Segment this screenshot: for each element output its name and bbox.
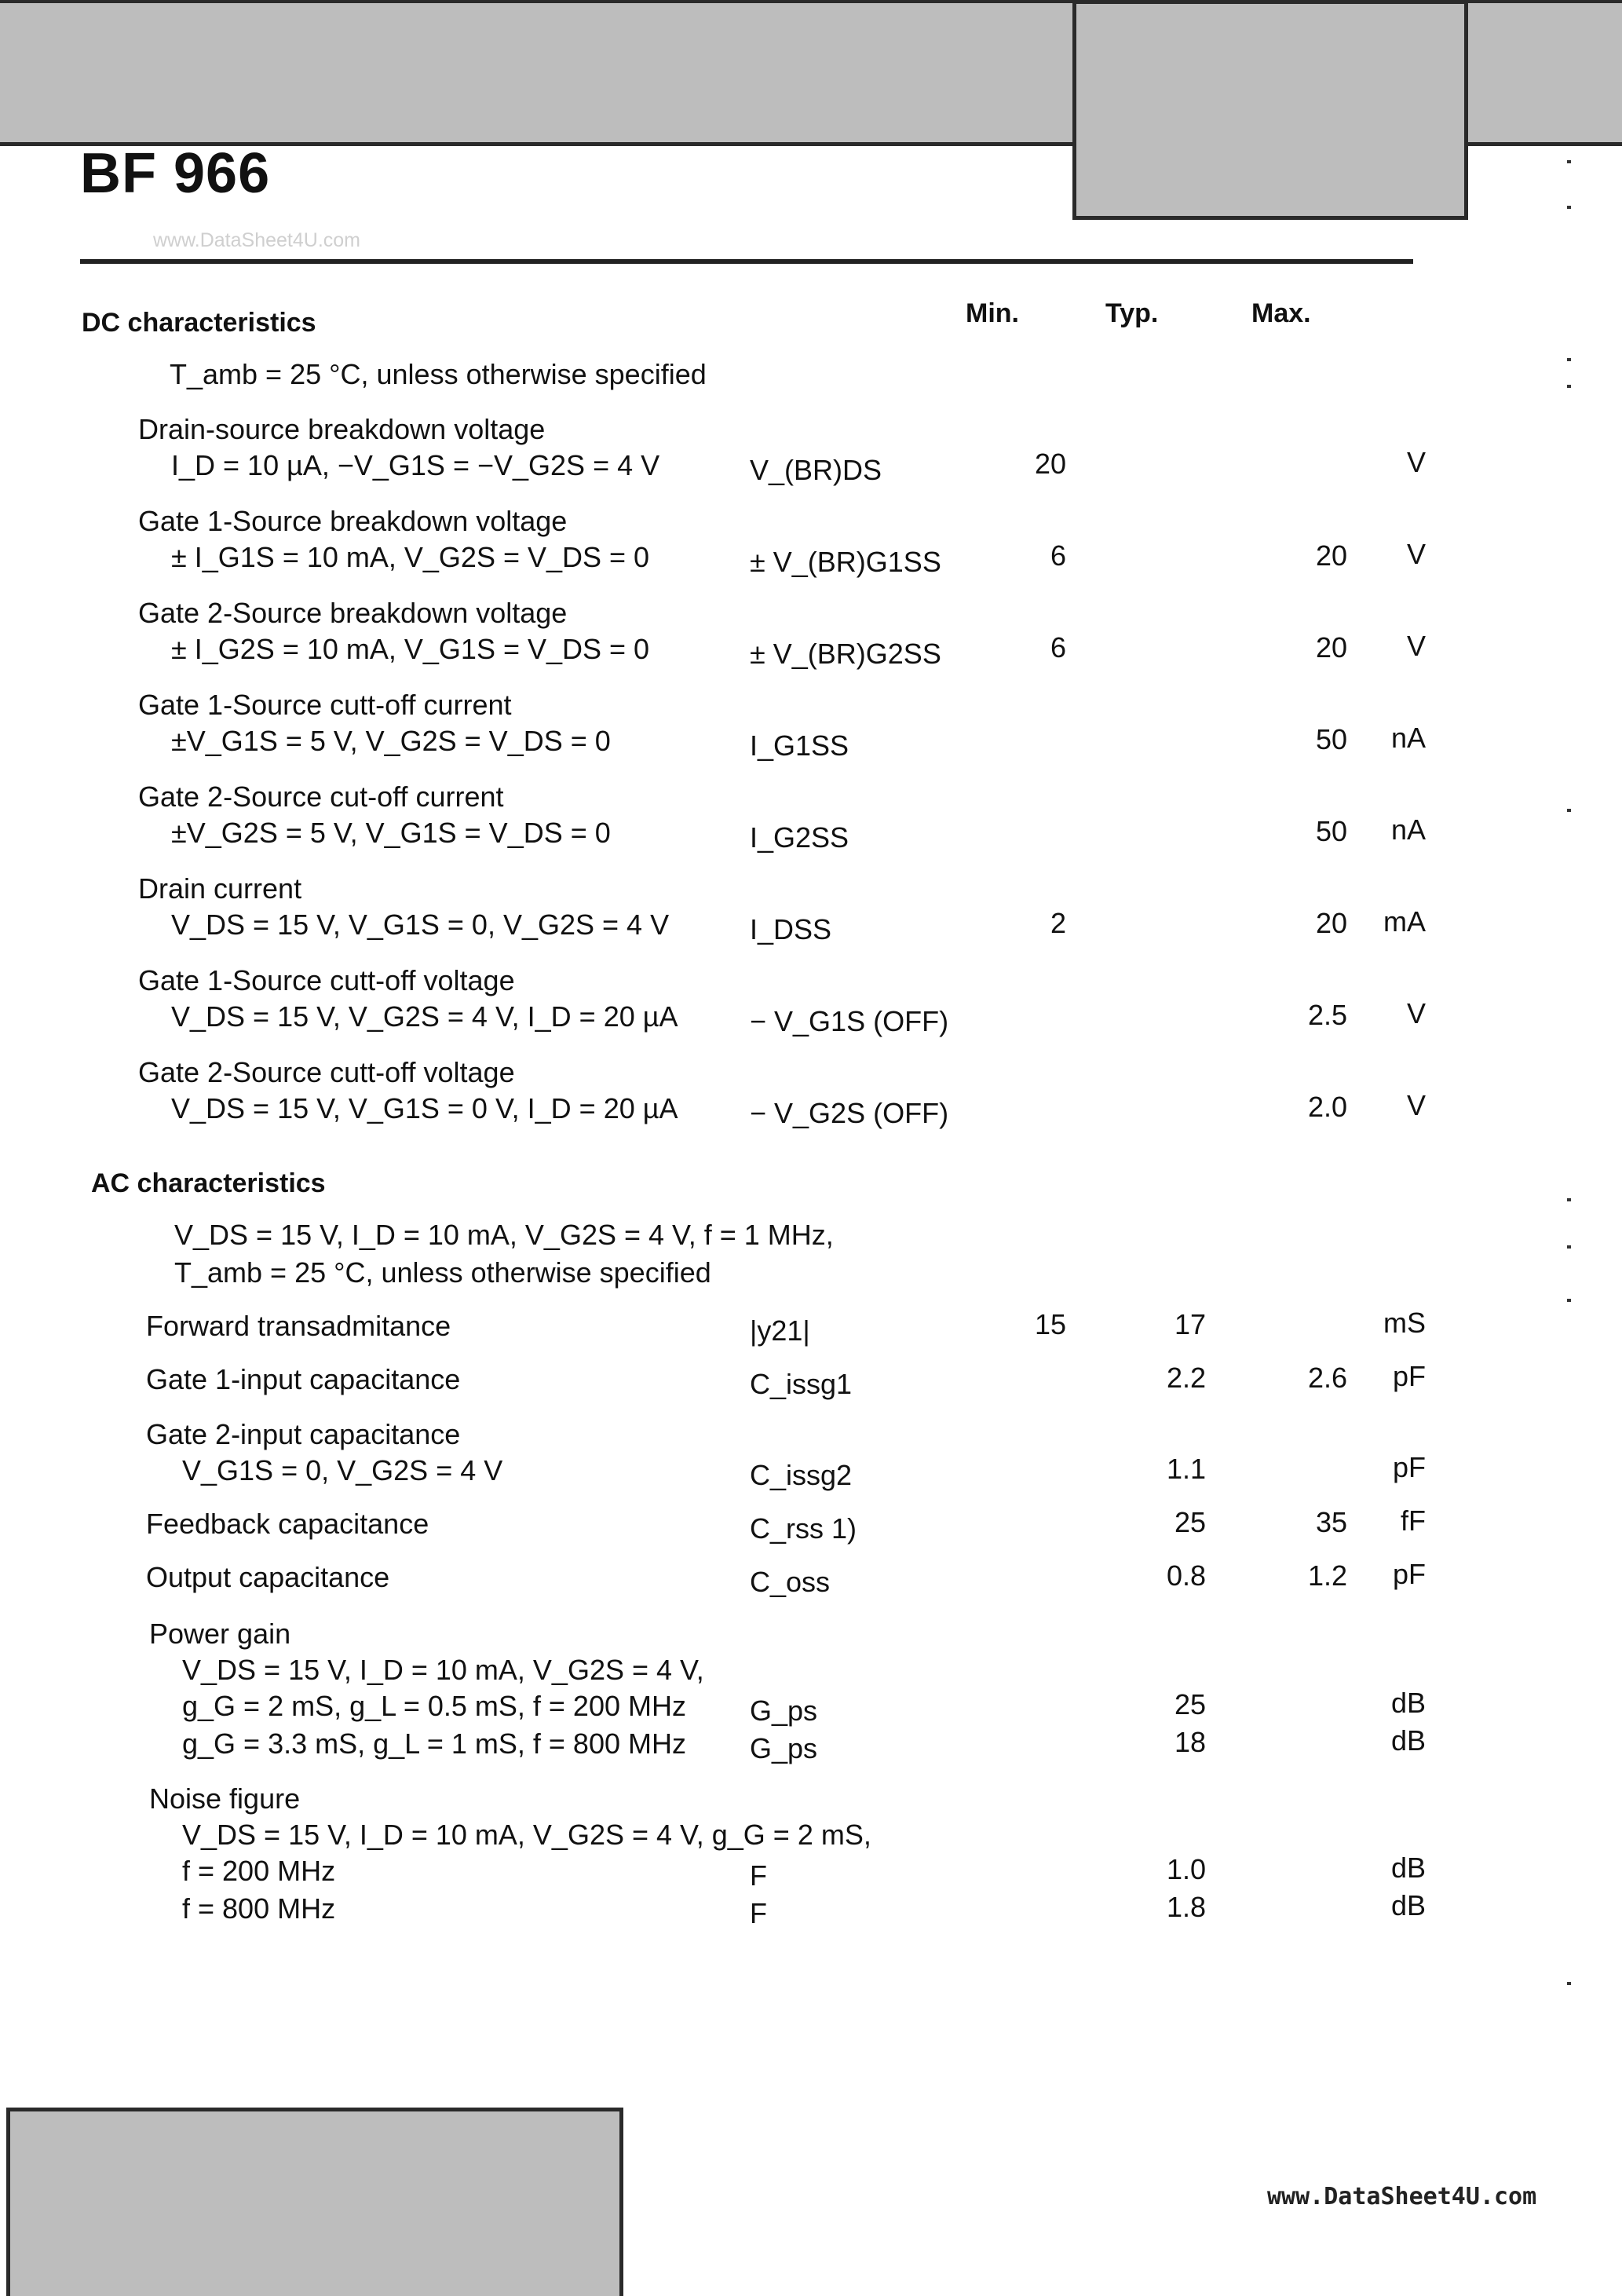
power-gain-label: Power gain	[149, 1618, 291, 1650]
row-unit: pF	[1392, 1451, 1426, 1483]
row-max: 2.5	[1307, 999, 1347, 1031]
scan-speck	[1567, 358, 1571, 361]
header-corner-box	[1072, 0, 1468, 220]
row-label: Gate 1-input capacitance	[146, 1363, 461, 1395]
row-label: Drain current	[138, 872, 302, 905]
ac-condition-1: V_DS = 15 V, I_D = 10 mA, V_G2S = 4 V, f = 1 MHz,	[174, 1219, 834, 1251]
page-title: BF 966	[80, 142, 271, 205]
row-unit: dB	[1390, 1724, 1426, 1757]
row-label: Gate 2-Source cut-off current	[138, 781, 504, 813]
scan-speck	[1567, 1299, 1571, 1302]
footer-box	[6, 2108, 623, 2296]
scan-speck	[1567, 160, 1571, 163]
row-condition: V_DS = 15 V, V_G1S = 0, V_G2S = 4 V	[171, 909, 670, 941]
row-max: 20	[1315, 539, 1347, 572]
row-label: Feedback capacitance	[146, 1508, 429, 1540]
row-condition: g_G = 2 mS, g_L = 0.5 mS, f = 200 MHz	[182, 1690, 686, 1722]
row-unit: nA	[1390, 722, 1426, 754]
row-label: Gate 1-Source breakdown voltage	[138, 505, 568, 537]
row-condition: ±V_G1S = 5 V, V_G2S = V_DS = 0	[171, 725, 611, 757]
row-unit: pF	[1392, 1558, 1426, 1590]
row-typ: 2.2	[1166, 1362, 1206, 1394]
row-unit: V	[1406, 1089, 1426, 1121]
row-condition: ±V_G2S = 5 V, V_G1S = V_DS = 0	[171, 817, 611, 849]
row-label: Gate 2-Source cutt-off voltage	[138, 1056, 515, 1088]
row-symbol: |y21|	[750, 1314, 810, 1347]
row-max: 2.0	[1307, 1091, 1347, 1123]
scan-speck	[1567, 206, 1571, 209]
row-typ: 0.8	[1166, 1559, 1206, 1592]
row-symbol: C_issg1	[750, 1368, 853, 1400]
row-symbol: F	[750, 1859, 767, 1892]
row-unit: V	[1406, 630, 1426, 662]
col-max-header: Max.	[1251, 298, 1311, 328]
scan-speck	[1567, 1982, 1571, 1985]
row-unit: fF	[1401, 1504, 1426, 1537]
row-symbol: C_issg2	[750, 1459, 853, 1491]
row-unit: dB	[1390, 1687, 1426, 1719]
row-unit: dB	[1390, 1889, 1426, 1921]
row-label: Output capacitance	[146, 1561, 390, 1593]
scan-speck	[1567, 1198, 1571, 1201]
noise-label: Noise figure	[149, 1782, 301, 1815]
watermark: www.DataSheet4U.com	[153, 229, 361, 251]
row-condition: f = 200 MHz	[182, 1855, 336, 1887]
row-unit: V	[1406, 538, 1426, 570]
row-min: 6	[1050, 539, 1066, 572]
row-condition: V_G1S = 0, V_G2S = 4 V	[182, 1454, 503, 1486]
dc-heading: DC characteristics	[82, 308, 316, 338]
row-typ: 25	[1174, 1688, 1206, 1720]
row-symbol: G_ps	[750, 1695, 818, 1727]
row-max: 20	[1315, 631, 1347, 664]
row-min: 20	[1034, 448, 1066, 480]
row-symbol: ± V_(BR)G1SS	[750, 546, 941, 578]
row-condition: V_DS = 15 V, V_G1S = 0 V, I_D = 20 µA	[171, 1092, 678, 1124]
row-unit: nA	[1390, 813, 1426, 846]
row-condition: ± I_G1S = 10 mA, V_G2S = V_DS = 0	[171, 541, 650, 573]
header-rule	[80, 259, 1413, 264]
row-max: 35	[1315, 1506, 1347, 1538]
row-condition: I_D = 10 µA, −V_G1S = −V_G2S = 4 V	[171, 449, 660, 481]
row-max: 20	[1315, 907, 1347, 939]
row-unit: mS	[1383, 1307, 1426, 1339]
row-unit: pF	[1392, 1360, 1426, 1392]
row-label: Gate 2-Source breakdown voltage	[138, 597, 568, 629]
row-label: Forward transadmitance	[146, 1310, 451, 1342]
col-min-header: Min.	[966, 298, 1019, 328]
row-unit: dB	[1390, 1852, 1426, 1884]
row-min: 6	[1050, 631, 1066, 664]
row-typ: 25	[1174, 1506, 1206, 1538]
row-symbol: I_G2SS	[750, 821, 849, 854]
row-symbol: G_ps	[750, 1732, 818, 1764]
row-max: 1.2	[1307, 1559, 1347, 1592]
row-max: 50	[1315, 815, 1347, 847]
row-symbol: − V_G2S (OFF)	[750, 1097, 949, 1129]
row-symbol: F	[750, 1897, 767, 1929]
row-unit: mA	[1383, 905, 1426, 938]
row-symbol: − V_G1S (OFF)	[750, 1005, 949, 1037]
scan-speck	[1567, 1245, 1571, 1249]
row-typ: 17	[1174, 1308, 1206, 1340]
row-label: Gate 1-Source cutt-off current	[138, 689, 512, 721]
row-condition: g_G = 3.3 mS, g_L = 1 mS, f = 800 MHz	[182, 1727, 686, 1760]
row-max: 2.6	[1307, 1362, 1347, 1394]
row-symbol: I_DSS	[750, 913, 832, 945]
scan-speck	[1567, 385, 1571, 388]
row-typ: 1.0	[1166, 1853, 1206, 1885]
power-gain-condition: V_DS = 15 V, I_D = 10 mA, V_G2S = 4 V,	[182, 1654, 704, 1686]
row-min: 15	[1034, 1308, 1066, 1340]
ac-heading: AC characteristics	[91, 1168, 326, 1198]
row-typ: 18	[1174, 1726, 1206, 1758]
row-typ: 1.8	[1166, 1891, 1206, 1923]
row-label: Drain-source breakdown voltage	[138, 413, 546, 445]
row-symbol: ± V_(BR)G2SS	[750, 638, 941, 670]
row-symbol: V_(BR)DS	[750, 454, 882, 486]
row-label: Gate 1-Source cutt-off voltage	[138, 964, 515, 996]
row-symbol: C_rss 1)	[750, 1512, 857, 1545]
col-typ-header: Typ.	[1105, 298, 1159, 328]
row-label: Gate 2-input capacitance	[146, 1418, 461, 1450]
row-typ: 1.1	[1166, 1453, 1206, 1485]
dc-condition: T_amb = 25 °C, unless otherwise specified	[170, 358, 707, 390]
row-symbol: I_G1SS	[750, 729, 849, 762]
row-symbol: C_oss	[750, 1566, 831, 1598]
row-condition: V_DS = 15 V, V_G2S = 4 V, I_D = 20 µA	[171, 1000, 678, 1033]
row-condition: f = 800 MHz	[182, 1892, 336, 1925]
row-condition: ± I_G2S = 10 mA, V_G1S = V_DS = 0	[171, 633, 650, 665]
ac-condition-2: T_amb = 25 °C, unless otherwise specified	[174, 1256, 711, 1289]
row-max: 50	[1315, 723, 1347, 755]
row-unit: V	[1406, 997, 1426, 1029]
noise-condition: V_DS = 15 V, I_D = 10 mA, V_G2S = 4 V, g_G = 2 mS,	[182, 1819, 871, 1851]
scan-speck	[1567, 809, 1571, 812]
footer-url: www.DataSheet4U.com	[1267, 2183, 1537, 2210]
row-unit: V	[1406, 446, 1426, 478]
row-min: 2	[1050, 907, 1066, 939]
